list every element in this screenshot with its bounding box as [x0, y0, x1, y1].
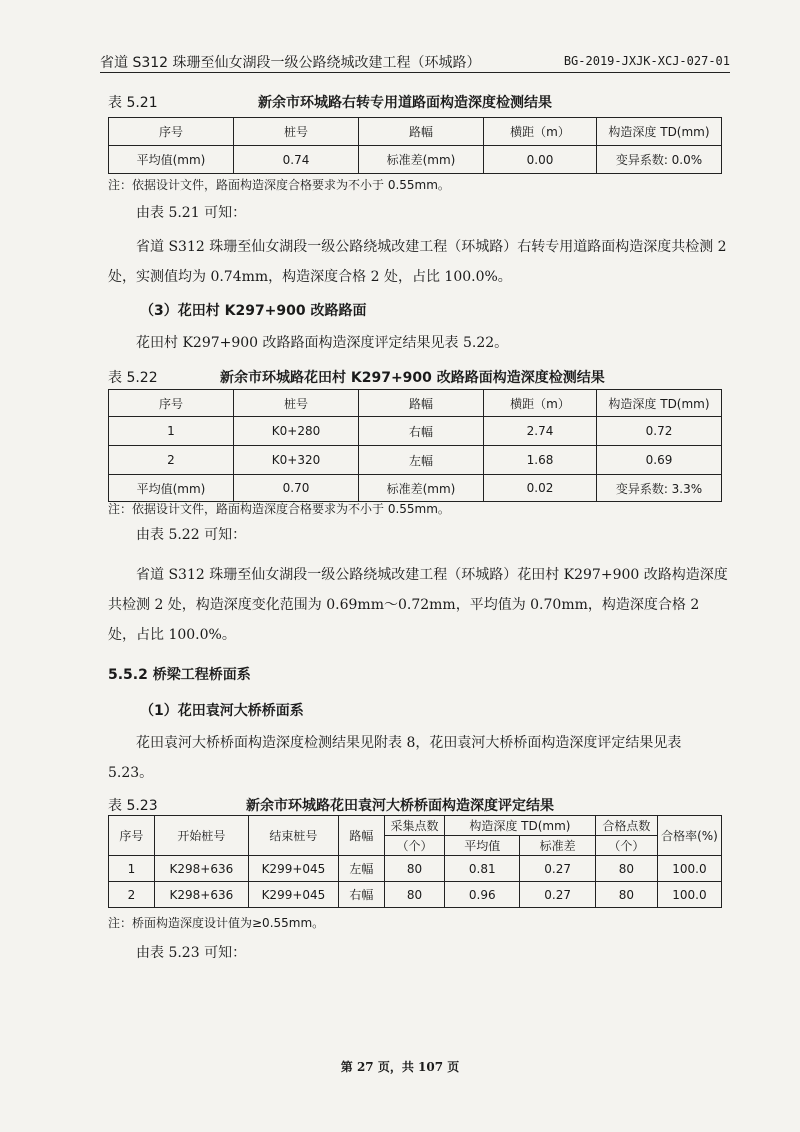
table-5-22 — [108, 389, 722, 502]
header-cell: 横距（m） — [484, 118, 597, 146]
header-cell: 构造深度 TD(mm) — [597, 118, 722, 146]
page-header — [100, 50, 730, 73]
cell: 80 — [384, 882, 444, 908]
header-cell: 序号 — [109, 118, 234, 146]
cell: 标准差(mm) — [359, 146, 484, 174]
cell: 右幅 — [339, 882, 385, 908]
header-cell: 桩号 — [234, 390, 359, 417]
cell: 0.74 — [234, 146, 359, 174]
cell: 0.27 — [520, 856, 595, 882]
cell: 左幅 — [339, 856, 385, 882]
header-title: 省道 S312 珠珊至仙女湖段一级公路绕城改建工程（环城路） — [100, 55, 481, 71]
cell: 变异系数: 0.0% — [597, 146, 722, 174]
cell: 2 — [109, 882, 155, 908]
paragraph: 由表 5.22 可知： — [136, 527, 247, 543]
cell: 1 — [109, 417, 234, 446]
cell: 变异系数: 3.3% — [597, 475, 722, 502]
header-cell: 路幅 — [359, 118, 484, 146]
table-header-row — [109, 118, 722, 146]
cell: K0+320 — [234, 446, 359, 475]
paragraph: 省道 S312 珠珊至仙女湖段一级公路绕城改建工程（环城路）右转专用道路面构造深度共检测 2 处，实测值均为 0.74mm，构造深度合格 2 处，占比 100.0%。 — [108, 239, 727, 285]
table-5-21 — [108, 117, 722, 174]
table-row — [109, 417, 722, 446]
table-summary-row — [109, 475, 722, 502]
section-heading: （3）花田村 K297+900 改路路面 — [140, 303, 367, 319]
cell: 0.27 — [520, 882, 595, 908]
cell: 0.96 — [445, 882, 520, 908]
paragraph: 花田袁河大桥桥面构造深度检测结果见附表 8，花田袁河大桥桥面构造深度评定结果见表 5.23。 — [108, 735, 682, 781]
table-label: 表 5.22 — [108, 370, 158, 386]
cell: 0.02 — [484, 475, 597, 502]
header-cell: 开始桩号 — [154, 816, 248, 856]
cell: 100.0 — [657, 856, 721, 882]
table-note: 注：依据设计文件，路面构造深度合格要求为不小于 0.55mm。 — [108, 178, 450, 192]
subsection-heading: （1）花田袁河大桥桥面系 — [140, 703, 304, 719]
paragraph: 省道 S312 珠珊至仙女湖段一级公路绕城改建工程（环城路）花田村 K297+900 改路构造深度共检测 2 处，构造深度变化范围为 0.69mm～0.72mm，平均值为 0.70mm，构造深度合格 2 处，占比 100.0%。 — [108, 567, 728, 643]
table-5-23-caption — [108, 795, 554, 815]
cell: 平均值(mm) — [109, 146, 234, 174]
header-cell: 路幅 — [359, 390, 484, 417]
cell: 80 — [384, 856, 444, 882]
header-cell: 构造深度 TD(mm) — [597, 390, 722, 417]
table-title: 新余市环城路右转专用道路面构造深度检测结果 — [258, 95, 552, 111]
header-cell: 合格点数 — [595, 816, 657, 836]
cell: 0.70 — [234, 475, 359, 502]
header-cell: 采集点数 — [384, 816, 444, 836]
table-header-row — [109, 816, 722, 836]
table-note: 注：桥面构造深度设计值为≥0.55mm。 — [108, 916, 325, 930]
cell: 0.00 — [484, 146, 597, 174]
cell: 平均值(mm) — [109, 475, 234, 502]
cell: 1.68 — [484, 446, 597, 475]
header-cell: 横距（m） — [484, 390, 597, 417]
table-5-22-caption — [108, 367, 605, 387]
header-report-number: BG-2019-JXJK-XCJ-027-01 — [563, 54, 730, 68]
header-cell: 标准差 — [520, 836, 595, 856]
table-row — [109, 856, 722, 882]
cell: 0.72 — [597, 417, 722, 446]
header-cell: 结束桩号 — [248, 816, 338, 856]
header-cell: 平均值 — [445, 836, 520, 856]
table-5-23 — [108, 815, 722, 908]
cell: K298+636 — [154, 882, 248, 908]
cell: 80 — [595, 856, 657, 882]
table-label: 表 5.21 — [108, 95, 158, 111]
cell: 80 — [595, 882, 657, 908]
header-cell: （个） — [595, 836, 657, 856]
header-cell: 合格率(%) — [657, 816, 721, 856]
header-cell: （个） — [384, 836, 444, 856]
paragraph: 由表 5.23 可知： — [136, 945, 247, 961]
header-cell: 构造深度 TD(mm) — [445, 816, 596, 836]
cell: 100.0 — [657, 882, 721, 908]
section-heading: 5.5.2 桥梁工程桥面系 — [108, 667, 251, 683]
paragraph: 花田村 K297+900 改路路面构造深度评定结果见表 5.22。 — [136, 335, 509, 351]
cell: 2.74 — [484, 417, 597, 446]
page-footer: 第 27 页，共 107 页 — [340, 1060, 460, 1074]
table-label: 表 5.23 — [108, 798, 158, 814]
table-title: 新余市环城路花田袁河大桥桥面构造深度评定结果 — [246, 798, 554, 814]
cell: 0.81 — [445, 856, 520, 882]
paragraph: 由表 5.21 可知： — [136, 205, 247, 221]
table-5-21-caption — [108, 92, 552, 112]
header-cell: 桩号 — [234, 118, 359, 146]
cell: 右幅 — [359, 417, 484, 446]
cell: K299+045 — [248, 882, 338, 908]
header-cell: 路幅 — [339, 816, 385, 856]
table-header-row — [109, 390, 722, 417]
cell: K0+280 — [234, 417, 359, 446]
cell: 0.69 — [597, 446, 722, 475]
table-row — [109, 446, 722, 475]
header-cell: 序号 — [109, 816, 155, 856]
table-title: 新余市环城路花田村 K297+900 改路路面构造深度检测结果 — [220, 370, 605, 386]
table-note: 注：依据设计文件，路面构造深度合格要求为不小于 0.55mm。 — [108, 502, 450, 516]
cell: 2 — [109, 446, 234, 475]
header-cell: 序号 — [109, 390, 234, 417]
cell: 1 — [109, 856, 155, 882]
cell: 标准差(mm) — [359, 475, 484, 502]
cell: K298+636 — [154, 856, 248, 882]
table-row — [109, 882, 722, 908]
table-row — [109, 146, 722, 174]
cell: K299+045 — [248, 856, 338, 882]
cell: 左幅 — [359, 446, 484, 475]
